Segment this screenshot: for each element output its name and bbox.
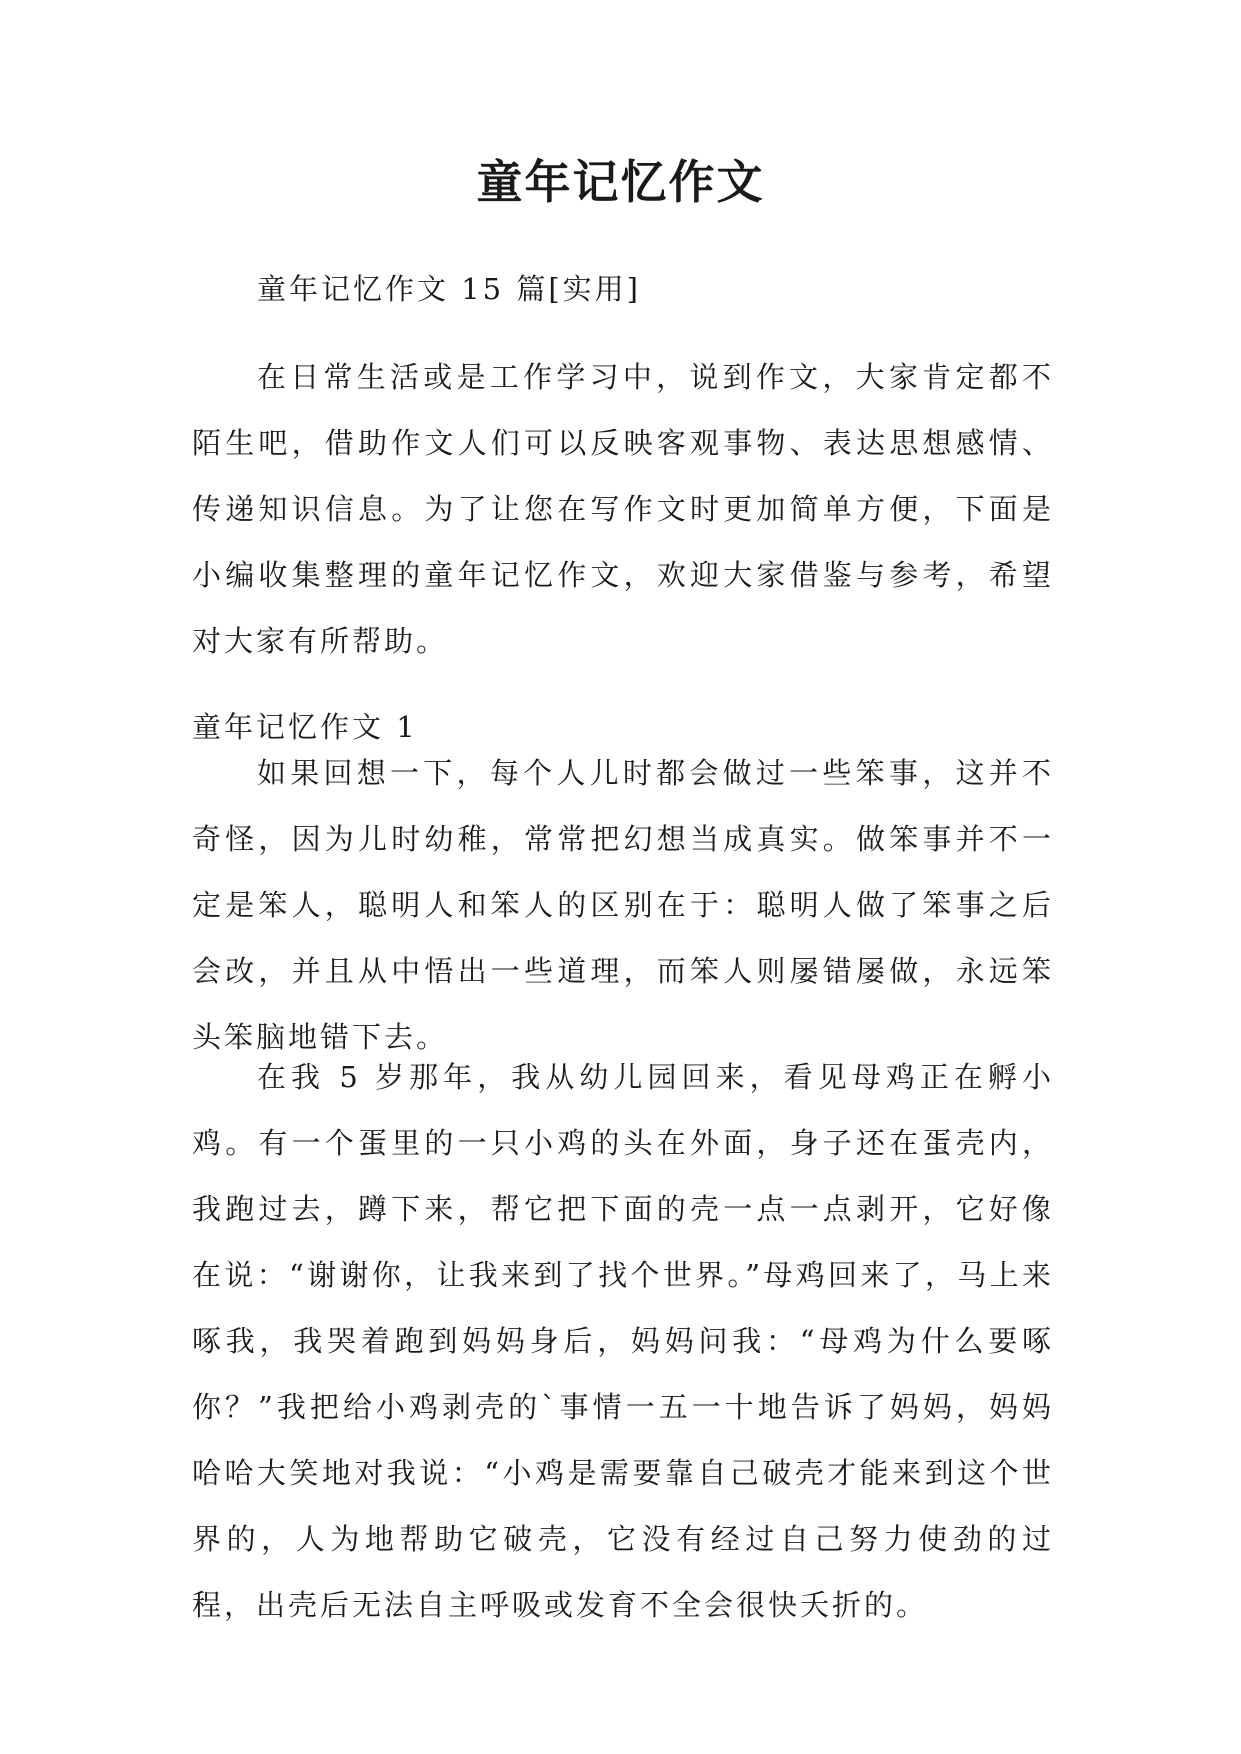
document-title: 童年记忆作文 bbox=[476, 155, 765, 209]
document-subtitle: 童年记忆作文 15 篇[实用] bbox=[257, 272, 641, 306]
body-paragraph: 在我 5 岁那年，我从幼儿园回来，看见母鸡正在孵小鸡。有一个蛋里的一只小鸡的头在外面，身子还在蛋壳内，我跑过去，蹲下来，帮它把下面的壳一点一点剥开，它好像在说：“谢谢你，让我来到了找个世界。”母鸡回来了，马上来啄我，我哭着跑到妈妈身后，妈妈问我：“母鸡为什么要啄你？”我把给小鸡剥壳的`事情一五一十地告诉了妈妈，妈妈哈哈大笑地对我说：“小鸡是需要靠自己破壳才能来到这个世界的，人为地帮助它破壳，它没有经过自己努力使劲的过程，出壳后无法自主呼吸或发育不全会很快夭折的。 bbox=[192, 1060, 1054, 1622]
intro-paragraph: 在日常生活或是工作学习中，说到作文，大家肯定都不陌生吧，借助作文人们可以反映客观事物、表达思想感情、传递知识信息。为了让您在写作文时更加简单方便，下面是小编收集整理的童年记忆作文，欢迎大家借鉴与参考，希望对大家有所帮助。 bbox=[192, 360, 1054, 658]
body-paragraph: 如果回想一下，每个人儿时都会做过一些笨事，这并不奇怪，因为儿时幼稚，常常把幻想当成真实。做笨事并不一定是笨人，聪明人和笨人的区别在于：聪明人做了笨事之后会改，并且从中悟出一些道理，而笨人则屡错屡做，永远笨头笨脑地错下去。 bbox=[192, 756, 1054, 1054]
section-heading: 童年记忆作文 1 bbox=[192, 710, 418, 744]
